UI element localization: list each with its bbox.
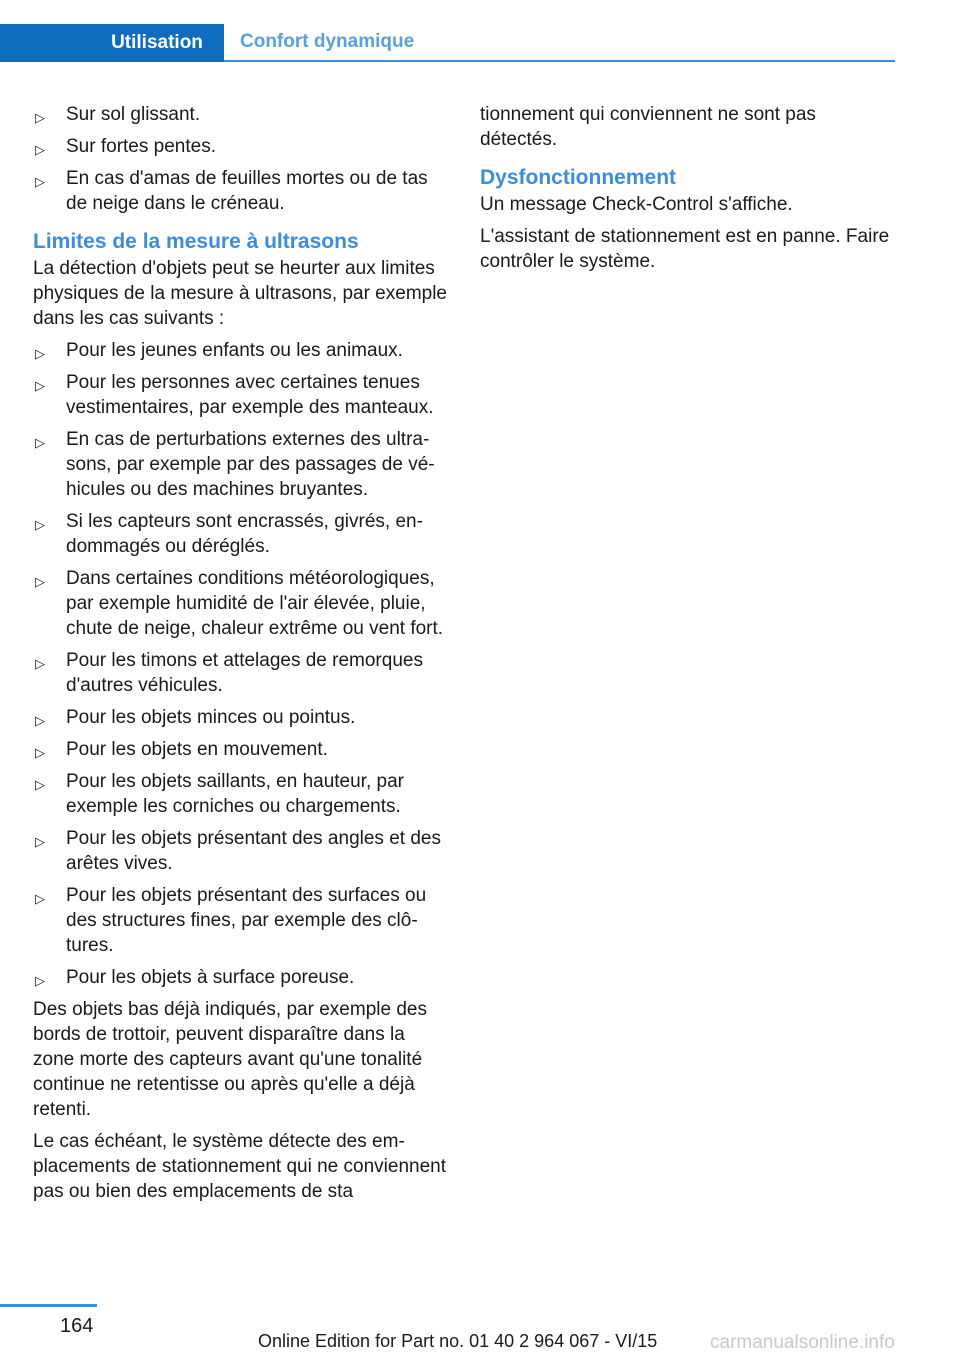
list-item: ▷ Pour les personnes avec certaines tenues vestimentaires, par exemple des manteaux.: [35, 372, 434, 418]
triangle-bullet-icon: ▷: [35, 379, 45, 394]
list-item: ▷ Pour les objets à surface poreuse.: [33, 965, 451, 990]
page-header: [0, 24, 895, 62]
list-item: ▷ En cas d'amas de feuilles mortes ou de tas de neige dans le créneau.: [35, 168, 428, 214]
footer-edition-text: Online Edition for Part no. 01 40 2 964 067 - VI/15: [258, 1331, 658, 1351]
list-item: ▷ Pour les jeunes enfants ou les animaux.: [33, 338, 451, 363]
list-item: ▷ En cas de perturbations externes des ultrasons, par exemple par des passages de véhicules ou des machines bruyantes.: [35, 429, 435, 500]
triangle-bullet-icon: ▷: [35, 518, 45, 533]
triangle-bullet-icon: ▷: [35, 143, 45, 158]
paragraph-continuation: tionnement qui conviennent ne sont pas détectés.: [480, 104, 816, 150]
watermark: carmanualsonline.info: [710, 1332, 895, 1353]
triangle-bullet-icon: ▷: [35, 746, 45, 761]
triangle-bullet-icon: ▷: [35, 974, 45, 989]
triangle-bullet-icon: ▷: [35, 714, 45, 729]
triangle-bullet-icon: ▷: [35, 575, 45, 590]
list-item: ▷ Si les capteurs sont encrassés, givrés, endommagés ou déréglés.: [35, 511, 423, 557]
list-item: ▷ Pour les objets présentant des angles et des arêtes vives.: [35, 828, 441, 874]
right-column: [480, 102, 898, 281]
list-item: ▷ Pour les objets saillants, en hauteur, par exemple les corniches ou chargements.: [35, 771, 404, 817]
triangle-bullet-icon: ▷: [35, 436, 45, 451]
triangle-bullet-icon: ▷: [35, 347, 45, 362]
section-tab-utilisation: Utilisation: [0, 24, 224, 62]
list-item: ▷ Dans certaines conditions météorologiques, par exemple humidité de l'air élevée, pluie, chute de neige, chaleur extrême ou vent fort.: [35, 568, 444, 639]
triangle-bullet-icon: ▷: [35, 175, 45, 190]
paragraph-check-control: Un message Check-Control s'affiche.: [480, 194, 793, 215]
list-item: ▷ Sur sol glissant.: [33, 102, 451, 127]
paragraph-dead-zone: Des objets bas déjà indiqués, par exemple des bords de trottoir, peuvent disparaître dans la zone morte des capteurs avant qu'une tonalité continue ne retentisse ou après qu'elle a déjà retenti.: [33, 999, 427, 1120]
footer-rule: [0, 1304, 97, 1307]
triangle-bullet-icon: ▷: [35, 892, 45, 907]
paragraph-failure: L'assistant de stationnement est en panne. Faire contrôler le système.: [480, 226, 890, 272]
list-item: ▷ Pour les objets minces ou pointus.: [33, 705, 451, 730]
list-item: ▷ Pour les timons et attelages de remorques d'autres véhicules.: [35, 650, 423, 696]
list-item: ▷ Pour les objets en mouvement.: [33, 737, 451, 762]
paragraph-detection: Le cas échéant, le système détecte des emplacements de stationnement qui ne conviennent pas ou bien des emplacements de sta: [33, 1131, 446, 1202]
section-heading-ultrasound-limits: Limites de la mesure à ultrasons: [33, 230, 359, 253]
list-item: ▷ Pour les objets présentant des surfaces ou des structures fines, par exemple des clôtures.: [35, 885, 427, 956]
intro-paragraph: La détection d'objets peut se heurter aux limites physiques de la mesure à ultrasons, par exemple dans les cas suivants :: [33, 258, 448, 329]
triangle-bullet-icon: ▷: [35, 111, 45, 126]
bullet-list-limits: [33, 338, 451, 990]
list-item: ▷ Sur fortes pentes.: [33, 134, 451, 159]
bullet-list-conditions: [33, 102, 451, 216]
section-tab-confort-dynamique: Confort dynamique: [240, 31, 415, 52]
left-column: [33, 102, 451, 1211]
page-number: 164: [60, 1315, 94, 1337]
triangle-bullet-icon: ▷: [35, 835, 45, 850]
triangle-bullet-icon: ▷: [35, 778, 45, 793]
triangle-bullet-icon: ▷: [35, 657, 45, 672]
section-heading-malfunction: Dysfonctionnement: [480, 166, 677, 189]
